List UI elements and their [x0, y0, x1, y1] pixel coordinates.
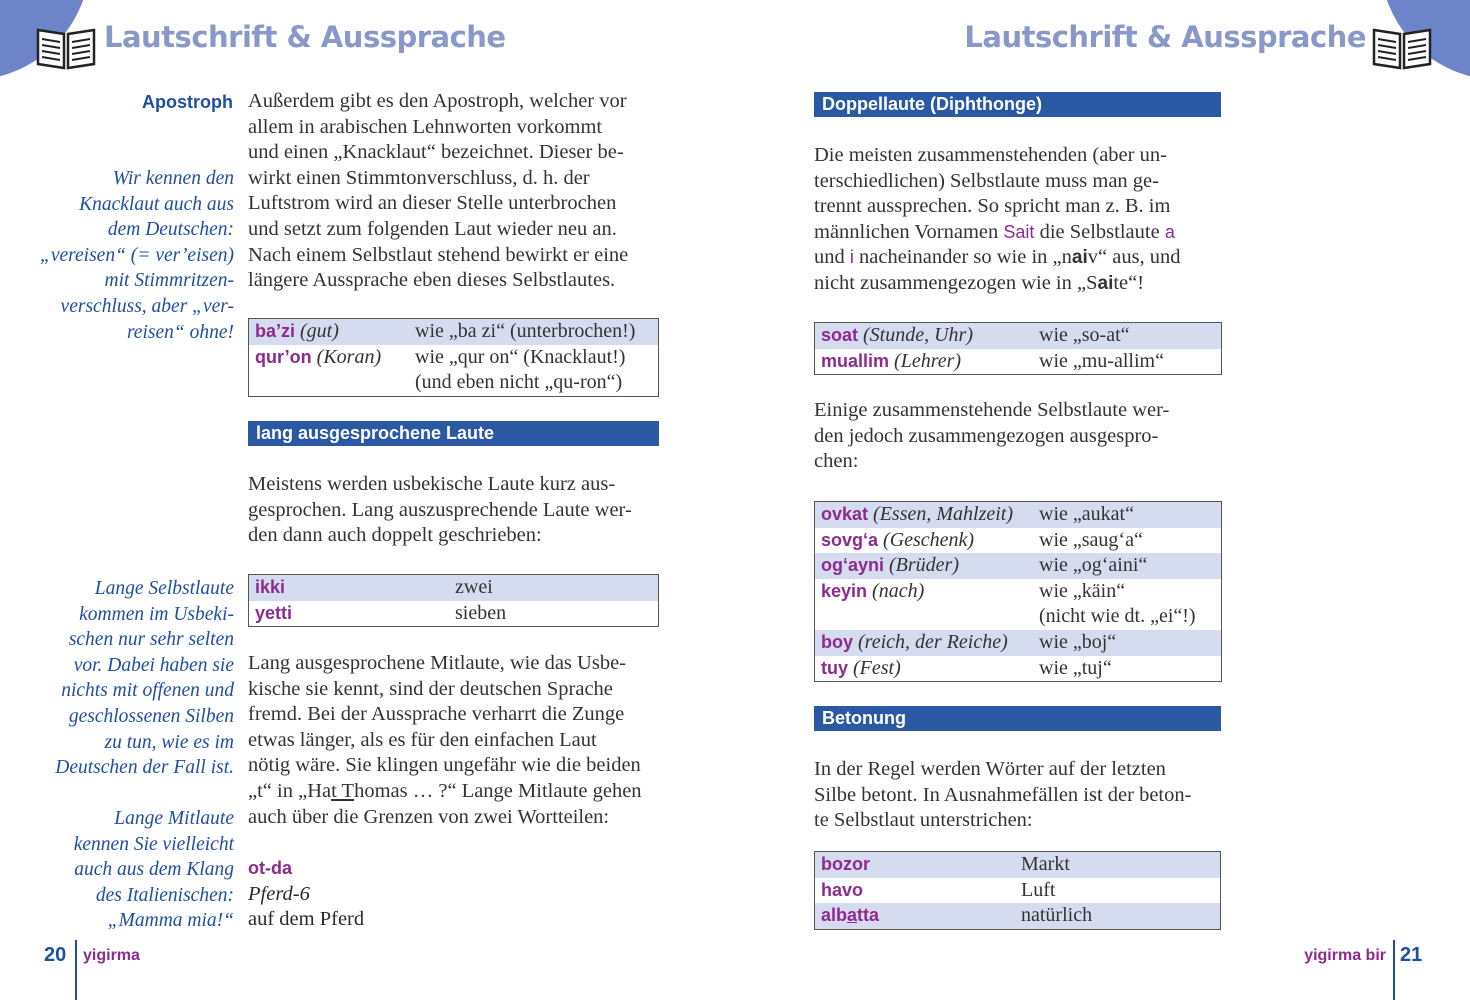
text-line: und einen „Knacklaut“ bezeichnet. Dieser be- — [248, 141, 624, 164]
text-line: auch über die Grenzen von zwei Wortteilen: — [248, 805, 610, 828]
gloss: (Fest) — [853, 656, 901, 679]
text-line: trennt aussprechen. So spricht man z. B. im — [814, 195, 1171, 218]
text-line: gesprochen. Lang auszusprechende Laute wer- — [248, 498, 632, 521]
margin-note-selbstlaute — [34, 576, 234, 781]
meaning: wie „tuj“ — [1039, 656, 1112, 679]
note-line: Lange Mitlaute — [114, 808, 234, 829]
meaning: wie „og‘aini“ — [1039, 554, 1148, 577]
note-line: Deutschen der Fall ist. — [55, 757, 234, 779]
page-title-left: Lautschrift & Aussprache — [104, 20, 506, 54]
uzbek-word: ikki — [255, 577, 286, 597]
note-line: reisen“ ohne! — [126, 321, 234, 343]
table-row — [249, 601, 658, 627]
meaning: wie „käin“ — [1039, 579, 1126, 602]
highlight-letter: i — [849, 247, 854, 268]
page-number-left: 20 — [44, 944, 67, 966]
text-line: „t“ in „Hat Thomas … ?“ Lange Mitlaute gehen — [248, 779, 642, 802]
note-line: des Italienischen: — [95, 884, 234, 906]
note-line: geschlossenen Silben — [68, 705, 234, 727]
note-line: mit Stimmritzen- — [104, 270, 234, 292]
text-line: nötig wäre. Sie klingen ungefähr wie die beiden — [248, 754, 641, 777]
apostroph-label: Apostroph — [142, 92, 233, 112]
note-line: nichts mit offenen und — [61, 680, 234, 702]
margin-note-knacklaut — [34, 166, 234, 345]
note-line: dem Deutschen: — [107, 219, 234, 241]
text-line: terschiedlichen) Selbstlaute muss man ge- — [814, 169, 1159, 192]
uzbek-word: ba’zi — [255, 321, 296, 341]
table-row — [815, 349, 1221, 375]
contracted-table — [814, 501, 1222, 682]
consonant-paragraph — [248, 651, 659, 830]
gloss: (Brüder) — [889, 554, 959, 577]
page-number-right: 21 — [1400, 944, 1423, 966]
uzbek-word: albatta — [821, 905, 880, 926]
highlight-letter: a — [1164, 221, 1175, 242]
note-line: „vereisen“ (= ver’eisen) — [39, 244, 234, 266]
text-line: den dann auch doppelt geschrieben: — [248, 524, 542, 547]
uzbek-word: tuy — [821, 657, 848, 678]
note-line: Knacklaut auch aus — [79, 193, 234, 215]
open-book-icon — [34, 22, 98, 72]
example-gloss: Pferd-6 — [248, 882, 310, 905]
note-line: schen nur sehr selten — [68, 629, 234, 651]
text-line: Lang ausgesprochene Mitlaute, wie das Usbe- — [248, 652, 626, 674]
bold-vowels: ai — [1071, 247, 1088, 269]
text-line: te Selbstlaut unterstrichen: — [814, 809, 1033, 832]
note-line: vor. Dabei haben sie — [73, 654, 234, 676]
table-row — [815, 502, 1221, 528]
text-line: nicht zusammengezogen wie in „Saite“! — [814, 271, 1145, 294]
page-rule-left — [75, 940, 77, 1000]
section-heading-diphthongs: Doppellaute (Diphthonge) — [814, 92, 1221, 117]
text-line: Nach einem Selbstlaut stehend bewirkt er eine — [248, 243, 629, 266]
gloss: (reich, der Reiche) — [858, 630, 1008, 653]
meaning-continued: (nicht wie dt. „ei“!) — [1039, 605, 1196, 628]
meaning: wie „boj“ — [1039, 630, 1117, 653]
table-row — [815, 656, 1221, 682]
uzbek-word: yetti — [255, 602, 293, 623]
text-line: Luftstrom wird an dieser Stelle unterbrochen — [248, 192, 617, 215]
example-meaning: auf dem Pferd — [248, 908, 365, 931]
page-title-right: Lautschrift & Aussprache — [964, 20, 1366, 54]
text-line: längere Aussprache eben dieses Selbstlautes. — [248, 269, 616, 292]
table-row — [815, 579, 1221, 630]
text-line: Einige zusammenstehende Selbstlaute wer- — [814, 399, 1170, 421]
table-row — [815, 528, 1221, 554]
meaning-continued: (und eben nicht „qu-ron“) — [415, 371, 623, 394]
apostroph-paragraph — [248, 89, 659, 294]
section-heading-long-sounds: lang ausgesprochene Laute — [248, 421, 659, 446]
highlight-name: Sait — [1003, 221, 1035, 242]
stressed-vowel: a — [847, 905, 858, 926]
text-line: allem in arabischen Lehnworten vorkommt — [248, 115, 603, 138]
meaning: zwei — [455, 576, 493, 598]
uzbek-word: havo — [821, 879, 864, 900]
table-row — [249, 319, 658, 345]
text-line: Außerdem gibt es den Apostroph, welcher vor — [248, 90, 627, 112]
note-line: kennen Sie vielleicht — [73, 833, 234, 855]
text-line: Die meisten zusammenstehenden (aber un- — [814, 144, 1167, 166]
uzbek-word: boy — [821, 631, 854, 652]
gloss: (Koran) — [316, 345, 382, 368]
note-line: „Mamma mia!“ — [107, 910, 234, 932]
gloss: (gut) — [300, 320, 339, 342]
uzbek-word: qur’on — [255, 346, 312, 367]
diphthong-table — [814, 322, 1222, 375]
table-row — [815, 903, 1220, 929]
long-vowel-table — [248, 574, 659, 627]
uzbek-word: keyin — [821, 580, 868, 601]
bold-vowels: ai — [1097, 272, 1114, 294]
long-vowel-paragraph — [248, 472, 659, 549]
uzbek-word: bozor — [821, 854, 870, 874]
stress-paragraph — [814, 757, 1222, 834]
note-line: zu tun, wie es im — [104, 731, 234, 753]
example-word: ot-da — [248, 858, 292, 878]
table-row — [815, 323, 1221, 349]
table-row — [815, 878, 1220, 904]
meaning: wie „mu-allim“ — [1039, 349, 1164, 372]
open-book-icon — [1370, 22, 1434, 72]
gloss: (Essen, Mahlzeit) — [873, 503, 1014, 525]
note-line: kommen im Usbeki- — [79, 603, 234, 625]
text-line: Silbe betont. In Ausnahmefällen ist der beton- — [814, 783, 1192, 806]
gloss: (nach) — [872, 579, 925, 602]
meaning: wie „ba zi“ (unterbrochen!) — [415, 320, 636, 342]
table-row — [815, 852, 1220, 878]
table-row — [249, 345, 658, 396]
text-line: kische sie kennt, sind der deutschen Sprache — [248, 677, 613, 700]
text-line: und i nacheinander so wie in „naiv“ aus, und — [814, 246, 1181, 269]
meaning: natürlich — [1021, 904, 1093, 927]
table-row — [815, 630, 1221, 656]
text-line: Meistens werden usbekische Laute kurz aus- — [248, 473, 616, 495]
diphthong-paragraph — [814, 143, 1222, 297]
table-row — [249, 575, 658, 601]
meaning: wie „aukat“ — [1039, 503, 1134, 525]
text-line: den jedoch zusammengezogen ausgespro- — [814, 424, 1159, 447]
apostroph-table — [248, 318, 659, 397]
note-line: Wir kennen den — [112, 168, 234, 189]
uzbek-word: sovg‘a — [821, 529, 879, 550]
table-row — [815, 553, 1221, 579]
text-line: chen: — [814, 450, 859, 473]
text-line: etwas länger, als es für den einfachen Laut — [248, 728, 597, 751]
page-word-left: yigirma — [83, 947, 140, 964]
uzbek-word: ovkat — [821, 504, 869, 524]
meaning: Markt — [1021, 853, 1070, 875]
underlined-example: t T — [331, 779, 355, 802]
page-word-right: yigirma bir — [1304, 947, 1386, 964]
meaning: wie „so-at“ — [1039, 324, 1130, 346]
gloss: (Geschenk) — [883, 528, 975, 551]
text-line: In der Regel werden Wörter auf der letzten — [814, 758, 1166, 780]
page-rule-right — [1393, 940, 1395, 1000]
text-line: männlichen Vornamen Sait die Selbstlaute a — [814, 220, 1175, 243]
note-line: verschluss, aber „ver- — [60, 295, 234, 317]
meaning: sieben — [455, 601, 507, 624]
note-line: Lange Selbstlaute — [94, 578, 234, 599]
stress-table — [814, 851, 1221, 930]
contracted-paragraph — [814, 398, 1222, 475]
uzbek-word: og‘ayni — [821, 555, 885, 576]
text-line: wirkt einen Stimmtonverschluss, d. h. der — [248, 166, 590, 189]
note-line: auch aus dem Klang — [74, 859, 234, 881]
example-block — [248, 856, 659, 933]
uzbek-word: muallim — [821, 350, 890, 371]
meaning: wie „saug‘a“ — [1039, 528, 1143, 551]
text-line: fremd. Bei der Aussprache verharrt die Zunge — [248, 703, 625, 726]
uzbek-word: soat — [821, 325, 859, 345]
margin-note-mitlaute — [34, 806, 234, 934]
gloss: (Stunde, Uhr) — [863, 324, 973, 346]
section-heading-stress: Betonung — [814, 706, 1221, 731]
meaning: wie „qur on“ (Knacklaut!) — [415, 345, 626, 368]
text-line: und setzt zum folgenden Laut wieder neu an. — [248, 217, 617, 240]
gloss: (Lehrer) — [894, 349, 962, 372]
meaning: Luft — [1021, 878, 1056, 901]
